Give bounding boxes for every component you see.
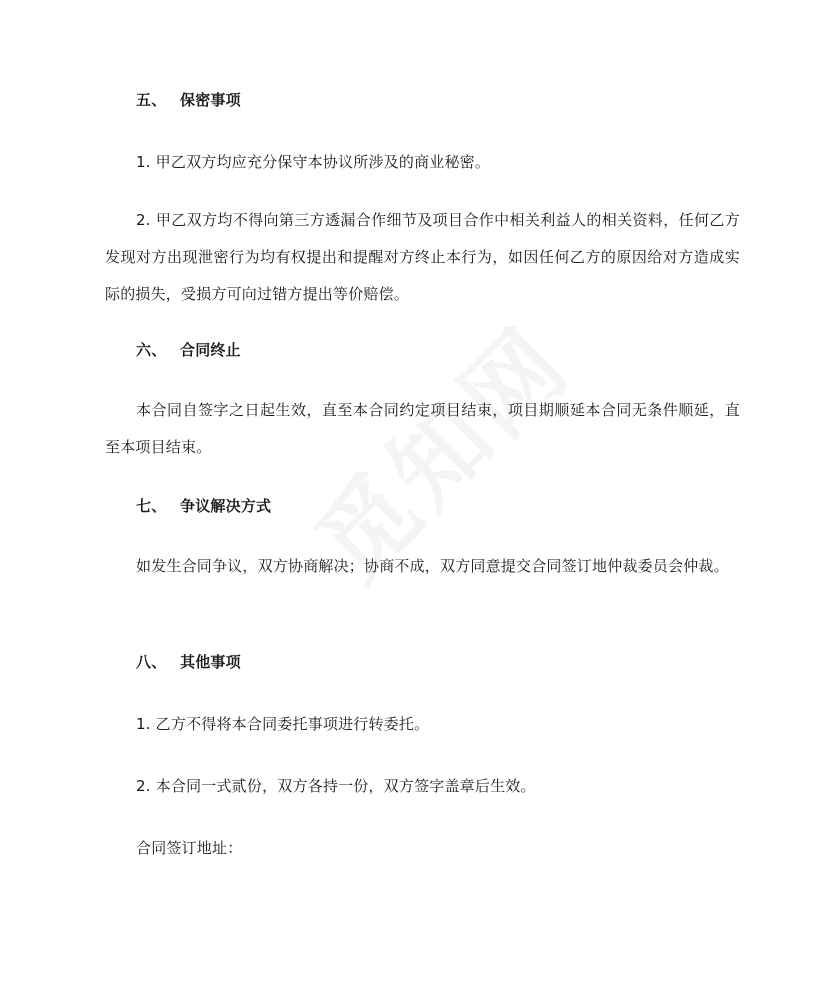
- section-number: 八、: [136, 653, 167, 671]
- section-number: 七、: [136, 497, 167, 515]
- section-title: 合同终止: [180, 341, 241, 359]
- paragraph: 本合同自签字之日起生效，直至本合同约定项目结束，项目期顺延本合同无条件顺延，直至本项目结束。: [105, 401, 740, 456]
- section-number: 五、: [136, 91, 167, 109]
- section-number: 六、: [136, 341, 167, 359]
- paragraph: 1. 甲乙双方均应充分保守本协议所涉及的商业秘密。: [136, 153, 491, 171]
- sign-place-label: 合同签订地址：: [136, 839, 243, 857]
- paragraph: 如发生合同争议，双方协商解决；协商不成，双方同意提交合同签订地仲裁委员会仲裁。: [136, 557, 729, 575]
- section-heading-8: [136, 652, 241, 672]
- section-title: 保密事项: [180, 91, 241, 109]
- section-heading-5: [136, 90, 241, 110]
- paragraph: 2. 本合同一式贰份，双方各持一份，双方签字盖章后生效。: [136, 777, 536, 795]
- section-title: 其他事项: [180, 653, 241, 671]
- section-heading-6: [136, 340, 241, 360]
- section-title: 争议解决方式: [180, 497, 272, 515]
- section-heading-7: [136, 496, 271, 516]
- paragraph: 1. 乙方不得将本合同委托事项进行转委托。: [136, 715, 430, 733]
- paragraph: 2. 甲乙双方均不得向第三方透漏合作细节及项目合作中相关利益人的相关资料，任何乙方发现对方出现泄密行为均有权提出和提醒对方终止本行为，如因任何乙方的原因给对方造成实际的损失，受损方可向过错方提出等价赔偿。: [105, 211, 740, 303]
